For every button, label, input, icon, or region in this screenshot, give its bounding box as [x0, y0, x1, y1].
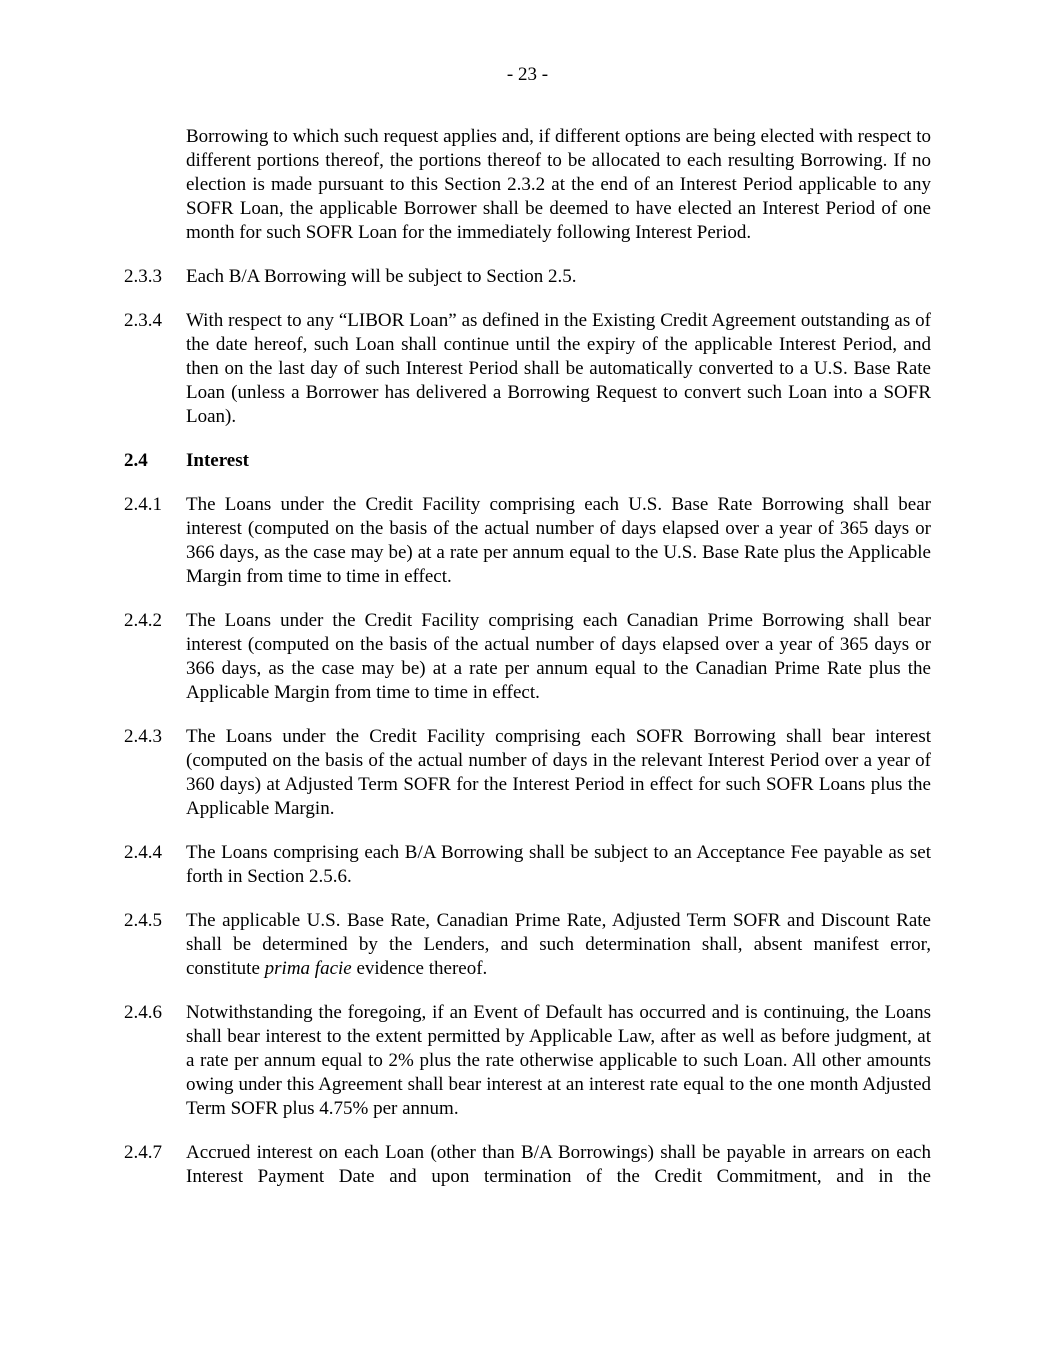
page-number: - 23 -	[506, 64, 549, 85]
section-2-4-6	[124, 1001, 931, 1121]
section-2-4-3	[124, 725, 931, 821]
section-text: The Loans comprising each B/A Borrowing shall be subject to an Acceptance Fee payable as set forth in Section 2.5.6.	[186, 842, 931, 887]
section-2-3-3	[124, 265, 931, 289]
continued-paragraph: Borrowing to which such request applies and, if different options are being elected with respect to different portions thereof, the portions thereof to be allocated to each resulting Borrowing. If no election is made pursuant to this Section 2.3.2 at the end of an Interest Period applicable to any SOFR Loan, the applicable Borrower shall be deemed to have elected an Interest Period of one month for such SOFR Loan for the immediately following Interest Period.	[186, 126, 931, 243]
section-2-4-7	[124, 1141, 931, 1189]
section-2-4-heading	[124, 449, 931, 473]
section-text: The Loans under the Credit Facility comprising each Canadian Prime Borrowing shall bear interest (computed on the basis of the actual number of days elapsed over a year of 365 days or 366 days, as the case may be) at a rate per annum equal to the Canadian Prime Rate plus the Applicable Margin from time to time in effect.	[186, 610, 931, 703]
section-text-part: The applicable U.S. Base Rate, Canadian Prime Rate, Adjusted Term SOFR and Discount Rate shall be determined by the Lenders, and such determination shall, absent manifest error, constitute	[186, 910, 931, 979]
section-number: 2.4.5	[124, 910, 162, 931]
section-number: 2.4.3	[124, 726, 162, 747]
section-2-3-4	[124, 309, 931, 429]
section-title: Interest	[186, 450, 249, 471]
section-text	[186, 909, 931, 981]
section-number: 2.3.4	[124, 310, 162, 331]
document-body	[124, 125, 931, 1209]
section-text: The Loans under the Credit Facility comprising each U.S. Base Rate Borrowing shall bear interest (computed on the basis of the actual number of days elapsed over a year of 365 days or 366 days, as the case may be) at a rate per annum equal to the U.S. Base Rate plus the Applicable Margin from time to time in effect.	[186, 494, 931, 587]
section-text: Notwithstanding the foregoing, if an Event of Default has occurred and is continuing, the Loans shall bear interest to the extent permitted by Applicable Law, after as well as before judgment, at a rate per annum equal to 2% plus the rate otherwise applicable to such Loan. All other amounts owing under this Agreement shall bear interest at an interest rate equal to the one month Adjusted Term SOFR plus 4.75% per annum.	[186, 1002, 931, 1119]
section-2-4-4	[124, 841, 931, 889]
section-number: 2.4.1	[124, 494, 162, 515]
section-number: 2.4.2	[124, 610, 162, 631]
section-number: 2.4.6	[124, 1002, 162, 1023]
section-2-4-5	[124, 909, 931, 981]
section-number: 2.4.7	[124, 1142, 162, 1163]
section-text-part: evidence thereof.	[351, 958, 488, 979]
section-text: The Loans under the Credit Facility comprising each SOFR Borrowing shall bear interest (computed on the basis of the actual number of days in the relevant Interest Period over a year of 360 days) at Adjusted Term SOFR for the Interest Period in effect for such SOFR Loans plus the Applicable Margin.	[186, 726, 931, 819]
section-text: Each B/A Borrowing will be subject to Section 2.5.	[186, 266, 577, 287]
section-text: With respect to any “LIBOR Loan” as defined in the Existing Credit Agreement outstanding as of the date hereof, such Loan shall continue until the expiry of the applicable Interest Period, and then on the last day of such Interest Period shall be automatically converted to a U.S. Base Rate Loan (unless a Borrower has delivered a Borrowing Request to convert such Loan into a SOFR Loan).	[186, 310, 931, 427]
section-number: 2.4	[124, 450, 148, 471]
italic-term: prima facie	[264, 958, 352, 979]
section-number: 2.3.3	[124, 266, 162, 287]
section-number: 2.4.4	[124, 842, 162, 863]
section-2-4-2	[124, 609, 931, 705]
section-2-4-1	[124, 493, 931, 589]
section-text: Accrued interest on each Loan (other than B/A Borrowings) shall be payable in arrears on each Interest Payment Date and upon termination of the Credit Commitment, and in the	[186, 1142, 931, 1187]
